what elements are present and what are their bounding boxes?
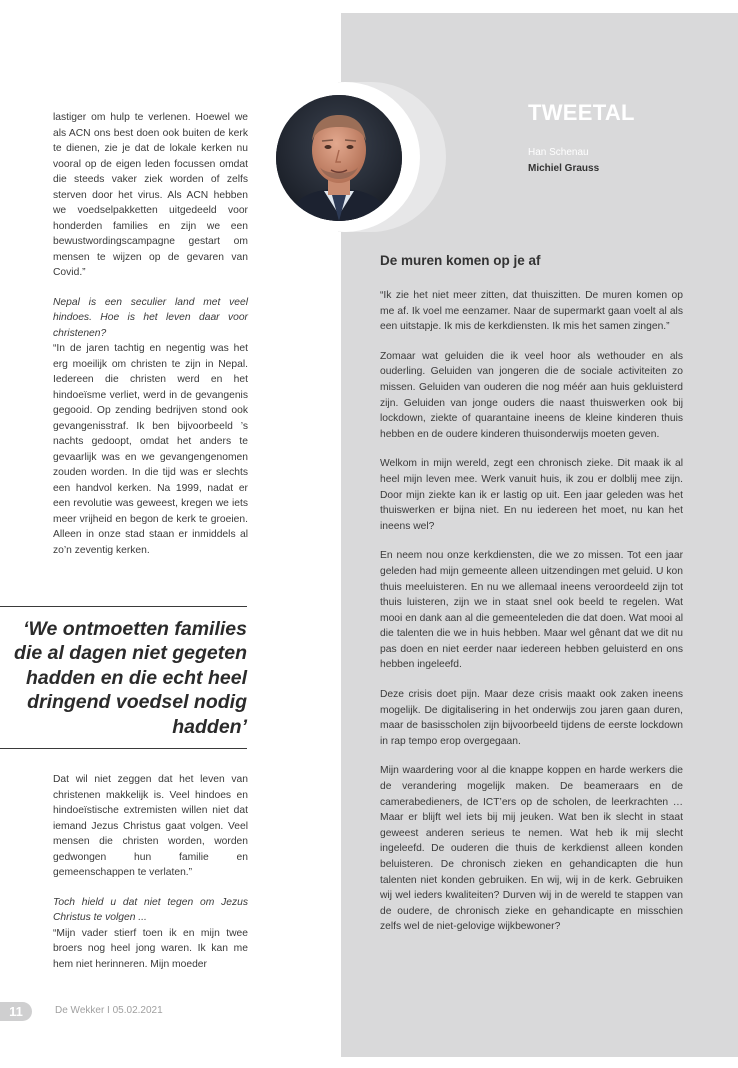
pullquote: ‘We ontmoetten families die al dagen niet gegeten hadden en die echt heel dringend voedsel nodig hadden’ bbox=[14, 618, 247, 738]
portrait-image bbox=[276, 95, 402, 221]
interview-question: Toch hield u dat niet tegen om Jezus Christus te volgen ... bbox=[53, 896, 248, 923]
column-label: TWEETAL bbox=[528, 100, 635, 125]
pullquote-rule-bottom bbox=[0, 748, 247, 749]
footer-publication: De Wekker I 05.02.2021 bbox=[55, 1005, 163, 1016]
article-column-left-top bbox=[53, 110, 248, 558]
column-title: De muren komen op je af bbox=[380, 253, 541, 268]
interview-answer: “In de jaren tachtig en negentig was het erg moeilijk om christen te zijn in Nepal. Iedereen die christen werd en het hindoeïsme verliet, werd in de gevangenis gegooid. Op zending bedrijven stond ook gevangenisstraf. Ik ben bijvoorbeeld ’s nachts gedoopt, omdat het anders te gevaarlijk was en we gevangengenomen zouden worden. In die tijd was er slechts een handvol kerken. Na 1999, nadat er een revolutie was geweest, kregen we iets meer vrijheid en begon de kerk te groeien. Alleen in onze stad staan er inmiddels al zo’n zeventig kerken. bbox=[53, 343, 248, 556]
column-paragraph: En neem nou onze kerkdiensten, die we zo missen. Tot een jaar geleden had mijn gemeente alleen uitzendingen met geluid. U kon thuis meeluisteren. En nu we allemaal ineens veroordeeld zijn tot thuis luisteren, zijn we in staat snel ook beeld te regelen. Wat mooi en dank aan al die gemeenteleden die dat doen. Wat mooi al die talenten die we in huis hebben. Maar wel gênant dat we dit nu pas doen en niet eerder naar iedereen hebben geluisterd en ons hebben ingeleefd. bbox=[380, 550, 683, 671]
interview-answer: “Mijn vader stierf toen ik en mijn twee broers nog heel jong waren. Ik kan me hem niet herinneren. Mijn moeder bbox=[53, 927, 248, 970]
column-body bbox=[380, 288, 683, 949]
column-paragraph: Zomaar wat geluiden die ik veel hoor als wethouder en als ouderling. Geluiden van jongeren die de sociale activiteiten zo missen. Geluiden van ouderen die nog méér aan huis gekluisterd zijn. Geluiden van jonge ouders die naast thuiswerken ook bij lockdown, ziekte of quarantaine ineens de kleine kinderen thuis hebben en de oudere kinderen thuisonderwijs moeten geven. bbox=[380, 350, 683, 440]
pullquote-rule-top bbox=[0, 606, 247, 607]
column-paragraph: Mijn waardering voor al die knappe koppen en harde werkers die de verandering mogelijk maken. De beameraars en de camerabedieners, de ICT’ers op de scholen, de leerkrachten … Maar er blijft wel iets bij mij jeuken. Wat ben ik slecht in staat geweest anderen serieus te nemen. Wat heb ik mij slecht ingeleefd. De ouderen die thuis de kerkdienst alleen konden beluisteren. De chronisch zieken en gehandicapten die hun talenten niet konden gebruiken. En wij, wij in de kerk. Gebruiken wij wel ieders kwaliteiten? Durven wij in de wereld te stappen van de oudere, de chronisch zieke en gehandicapte en misschien zelfs wel de niet-gelovige wijkbewoner? bbox=[380, 765, 683, 933]
column-author-1: Han Schenau bbox=[528, 147, 589, 158]
column-paragraph: “Ik zie het niet meer zitten, dat thuiszitten. De muren komen op me af. Ik voel me eenzamer. Naar de supermarkt gaan voelt al als een uitstapje. Ik mis de kerkdiensten. Ik mis het samen zingen.” bbox=[380, 290, 683, 333]
interview-question: Nepal is een seculier land met veel hindoes. Hoe is het leven daar voor christenen? bbox=[53, 296, 248, 339]
column-paragraph: Deze crisis doet pijn. Maar deze crisis maakt ook zaken ineens mogelijk. De digitalisering in het onderwijs zou jaren gaan duren, maar de basisscholen zijn bijvoorbeeld tijdens de eerste lockdown in rap tempo erop overgegaan. bbox=[380, 689, 683, 747]
body-paragraph: Dat wil niet zeggen dat het leven van christenen makkelijk is. Veel hindoes en hindoeïstische extremisten willen niet dat iemand Jezus Christus gaat volgen. Veel mensen die christen worden, worden gedwongen hun familie en gemeenschappen te verlaten.” bbox=[53, 774, 248, 878]
column-paragraph: Welkom in mijn wereld, zegt een chronisch zieke. Dit maak ik al heel mijn leven mee. Werk vanuit huis, ik zou er dolblij mee zijn. Door mijn ziekte kan ik er lastig op uit. Een jaar geleden was het thuiswerken er bijna niet. En nu iedereen het moet, nu kan het ineens wel? bbox=[380, 458, 683, 532]
column-author-2: Michiel Grauss bbox=[528, 163, 600, 174]
body-paragraph: lastiger om hulp te verlenen. Hoewel we als ACN ons best doen ook buiten de kerk te dienen, zie je dat de lokale kerken nu vooral op de eigen leden focussen omdat die steeds vaker ziek worden of zelfs sterven door het virus. Als ACN hebben we voedselpakketten uitgedeeld voor honderden families en zijn we een bewustwordingscampagne gestart om mensen te wijzen op de gevaren van Covid.” bbox=[53, 112, 248, 278]
page-number: 11 bbox=[0, 1002, 32, 1021]
author-portrait bbox=[276, 95, 402, 221]
article-column-left-bottom bbox=[53, 772, 248, 972]
